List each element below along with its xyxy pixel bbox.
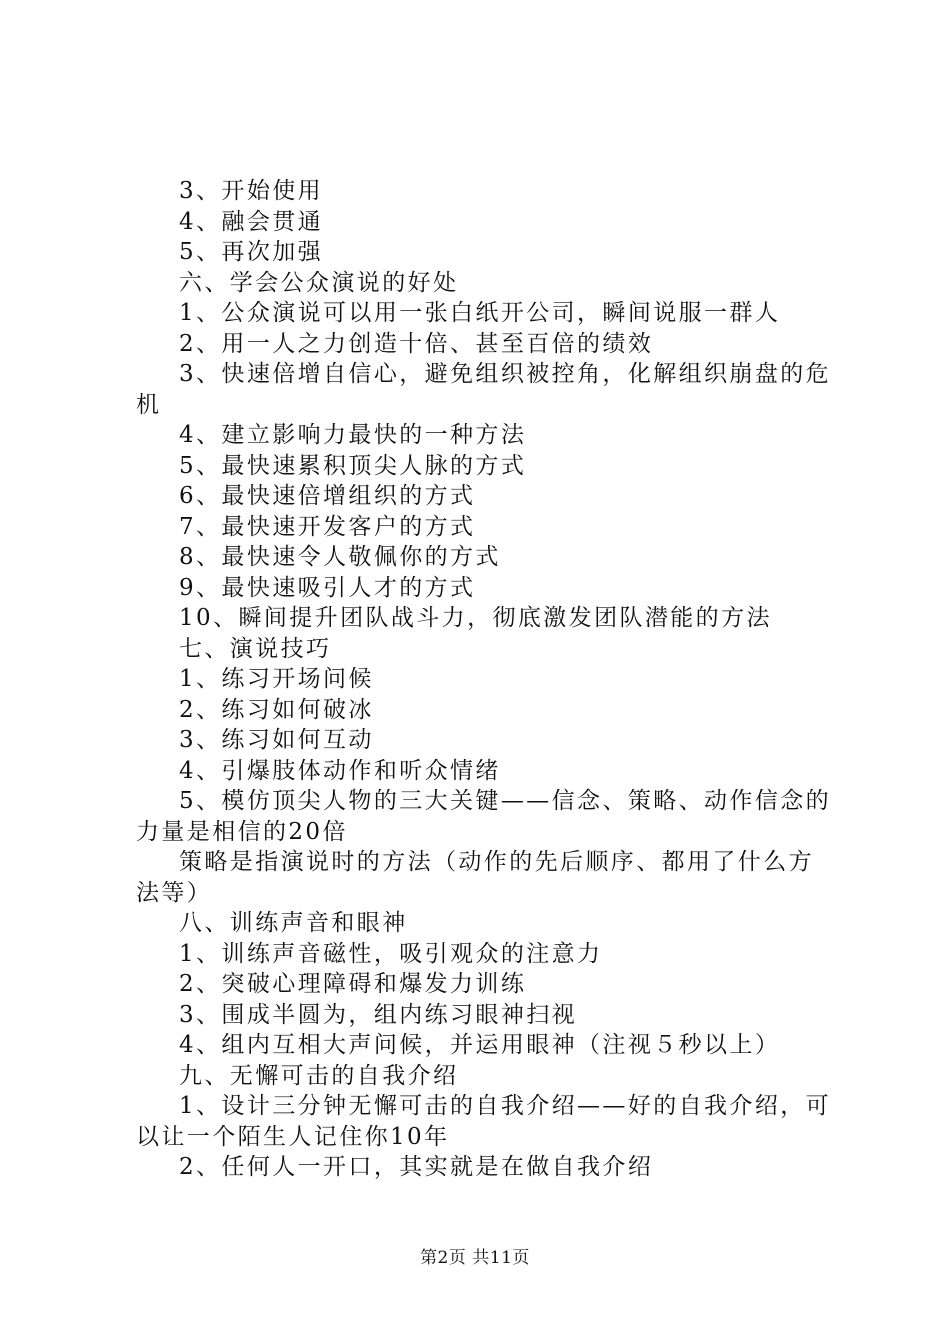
paragraph: 4、融会贯通 [179, 208, 324, 235]
paragraph: 6、最快速倍增组织的方式 [179, 483, 476, 509]
section-heading: 九、无懈可击的自我介绍 [179, 1062, 459, 1089]
paragraph: 3、开始使用 [179, 178, 324, 204]
paragraph: 3、快速倍增自信心，避免组织被控角，化解组织崩盘的危机 [136, 361, 832, 418]
paragraph: 4、组内互相大声问候，并运用眼神（注视５秒以上） [179, 1032, 781, 1058]
document-body [136, 176, 836, 1183]
paragraph: 5、再次加强 [179, 239, 324, 265]
paragraph: 2、练习如何破冰 [179, 696, 374, 723]
paragraph: 2、任何人一开口，其实就是在做自我介绍 [179, 1154, 654, 1180]
paragraph: 3、围成半圆为，组内练习眼神扫视 [179, 1001, 578, 1028]
section-heading: 八、训练声音和眼神 [179, 910, 408, 936]
paragraph: 1、练习开场问候 [179, 666, 374, 692]
paragraph: 8、最快速令人敬佩你的方式 [179, 544, 501, 570]
paragraph: 5、模仿顶尖人物的三大关键——信念、策略、动作信念的力量是相信的20倍 [136, 788, 832, 845]
section-heading: 七、演说技巧 [179, 635, 332, 662]
paragraph: 4、建立影响力最快的一种方法 [179, 422, 527, 448]
section-heading: 六、学会公众演说的好处 [179, 269, 459, 296]
paragraph: 1、设计三分钟无懈可击的自我介绍——好的自我介绍，可以让一个陌生人记住你10年 [136, 1093, 832, 1150]
paragraph: 5、最快速累积顶尖人脉的方式 [179, 452, 527, 479]
paragraph: 10、瞬间提升团队战斗力，彻底激发团队潜能的方法 [179, 605, 772, 631]
page-footer [0, 1243, 950, 1268]
paragraph: 策略是指演说时的方法（动作的先后顺序、都用了什么方法等） [136, 849, 814, 906]
paragraph: 9、最快速吸引人才的方式 [179, 574, 476, 601]
page-number: 第2页 共11页 [420, 1248, 530, 1268]
paragraph: 3、练习如何互动 [179, 727, 374, 753]
paragraph: 1、公众演说可以用一张白纸开公司，瞬间说服一群人 [179, 300, 781, 326]
paragraph: 1、训练声音磁性，吸引观众的注意力 [179, 940, 603, 967]
paragraph: 2、突破心理障碍和爆发力训练 [179, 971, 527, 997]
paragraph: 4、引爆肢体动作和听众情绪 [179, 757, 501, 784]
paragraph: 2、用一人之力创造十倍、甚至百倍的绩效 [179, 330, 654, 357]
paragraph: 7、最快速开发客户的方式 [179, 513, 476, 540]
